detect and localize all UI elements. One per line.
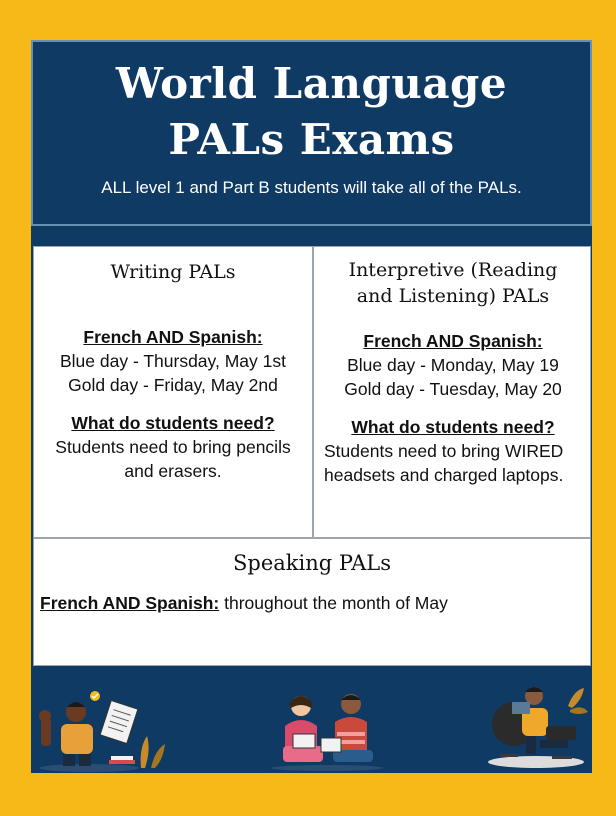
speaking-detail: throughout the month of May [224,593,448,613]
header-banner [31,40,592,226]
interpretive-gold-day: Gold day - Tuesday, May 20 [344,379,562,399]
page-title [33,56,590,168]
interpretive-lang-heading: French AND Spanish: [363,331,543,351]
student-with-paper-illustration [31,672,171,772]
interpretive-section [316,247,590,537]
speaking-line [34,593,590,614]
subtitle: ALL level 1 and Part B students will take all of the PALs. [101,178,522,197]
student-with-laptop-illustration [486,666,590,770]
writing-title: Writing PALs [110,261,236,283]
interpretive-blue-day: Blue day - Monday, May 19 [347,355,559,375]
speaking-title: Speaking PALs [233,551,391,575]
interpretive-title-line-1: Interpretive (Reading [348,259,558,281]
exam-grid [33,246,591,538]
writing-need-text: Students need to bring pencils and erasers. [55,437,291,481]
title-line-1: World Language [115,59,508,108]
writing-gold-day: Gold day - Friday, May 2nd [68,375,278,395]
writing-need-heading: What do students need? [71,413,275,433]
speaking-lang-heading: French AND Spanish: [40,593,220,613]
students-reading-illustration [267,676,387,772]
writing-blue-day: Blue day - Thursday, May 1st [60,351,286,371]
writing-lang-heading: French AND Spanish: [83,327,263,347]
title-line-2: PALs Exams [168,115,455,164]
interpretive-title [316,257,590,309]
flyer-card [31,40,592,773]
interpretive-need-heading: What do students need? [351,417,555,437]
speaking-section [33,538,591,666]
writing-section [34,247,314,537]
interpretive-need-text: Students need to bring WIRED headsets and charged laptops. [324,441,564,485]
interpretive-title-line-2: and Listening) PALs [356,285,550,307]
illustration-footer [31,666,592,773]
